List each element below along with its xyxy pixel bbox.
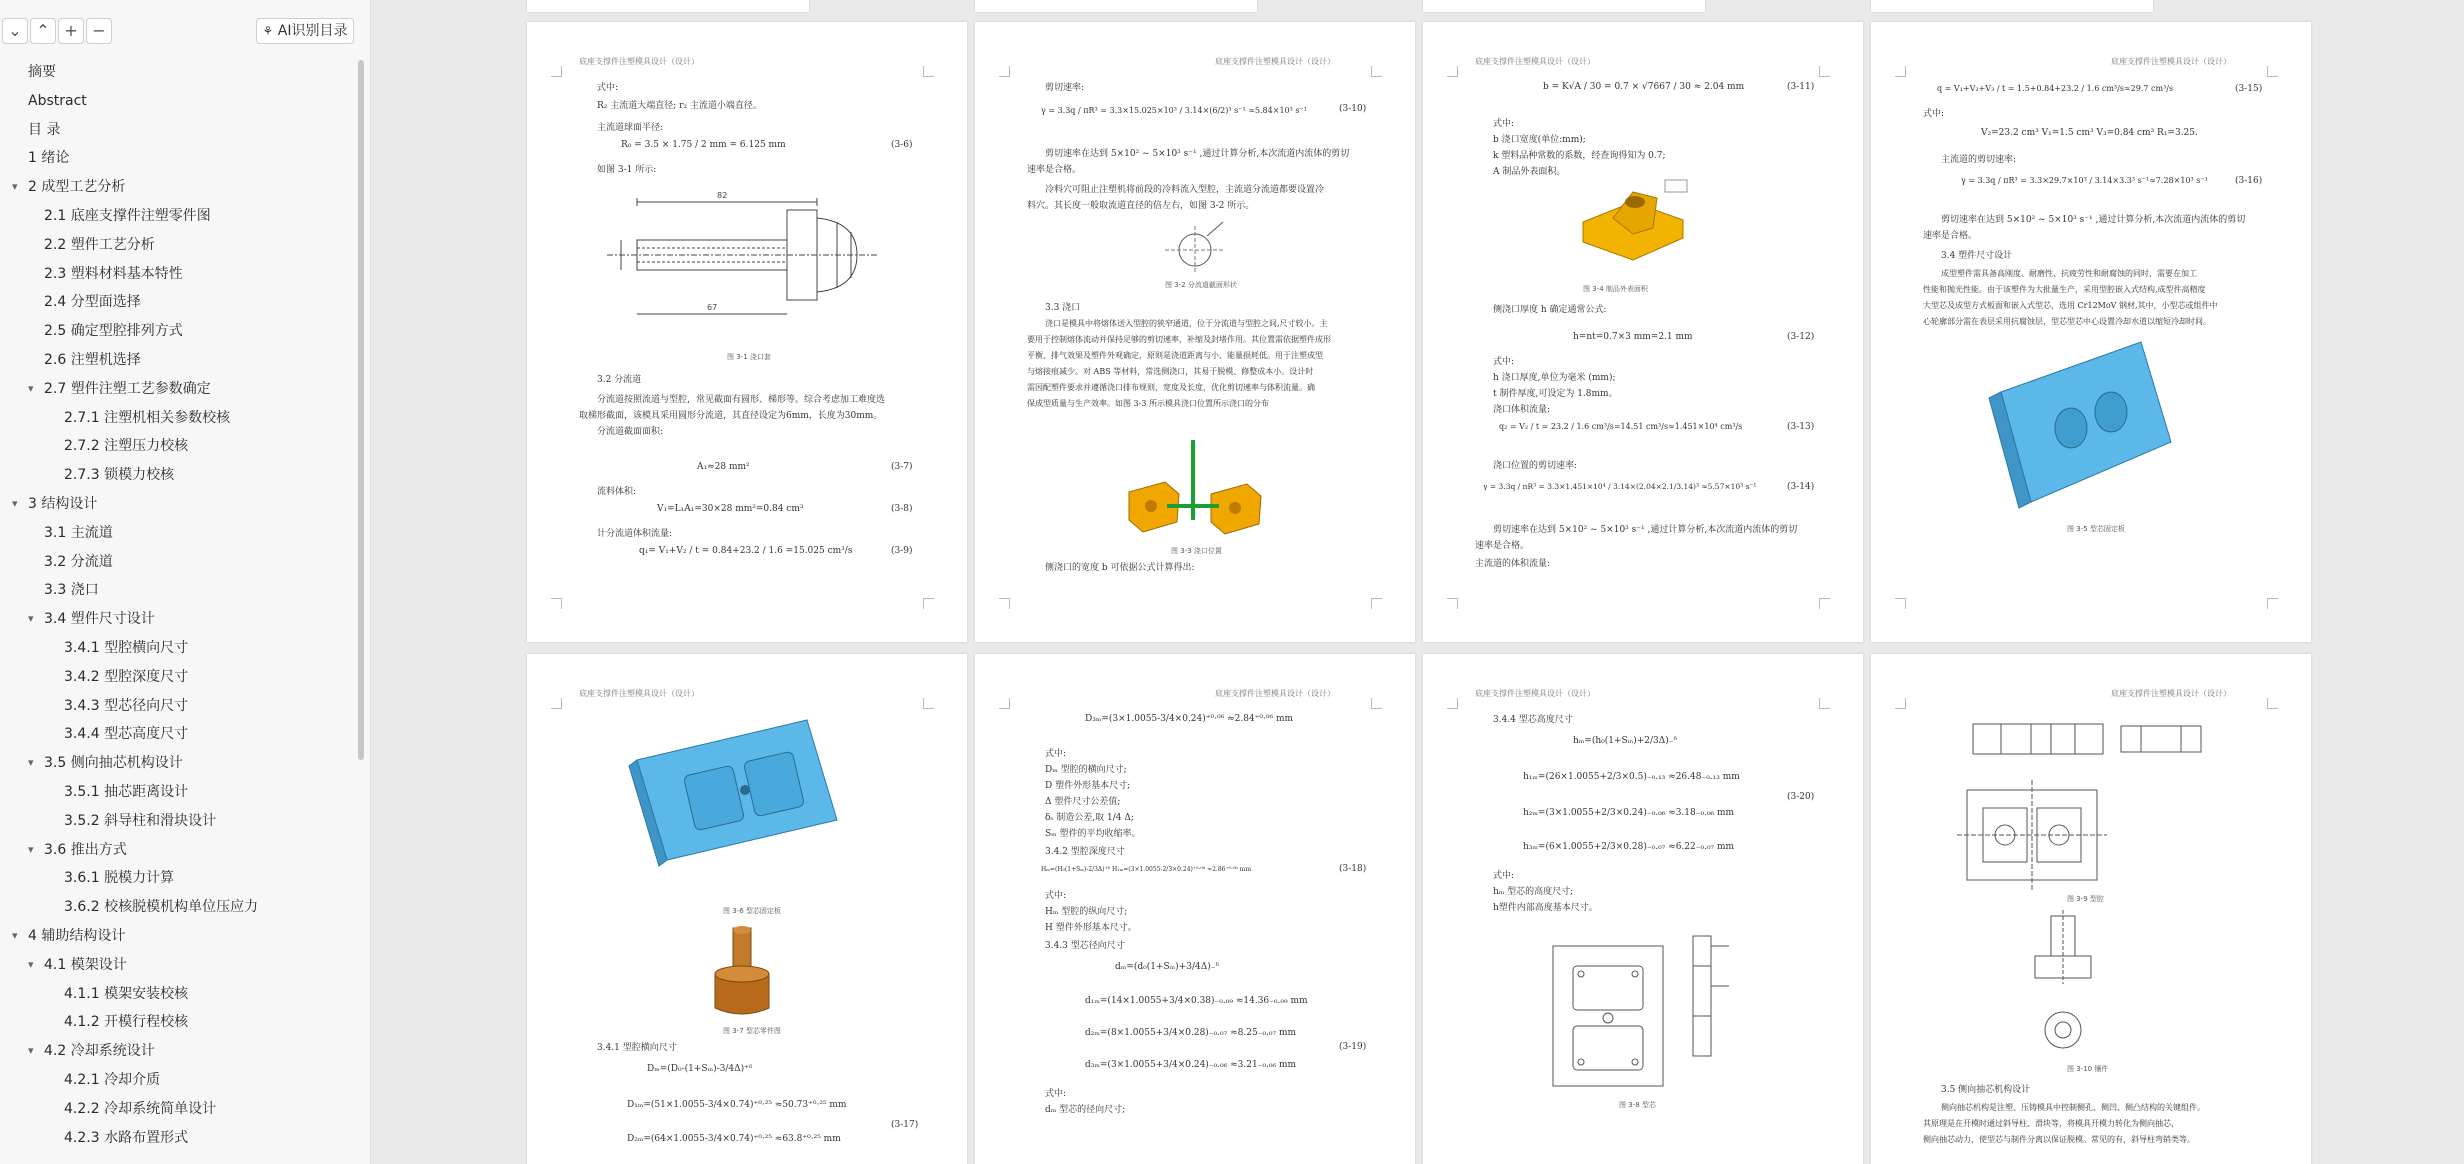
body-text: 速率是合格。: [1923, 231, 1978, 241]
equation-number: (3-19): [1339, 1042, 1367, 1052]
equation: D₂ₘ=(64×1.0055-3/4×0.74)⁺⁰·²⁵ ≈63.8⁺⁰·²⁵ mm: [627, 1134, 841, 1144]
body-text: V₂=23.2 cm³ V₁=1.5 cm³ V₃=0.84 cm³ R₁=3.25.: [1981, 128, 2198, 138]
body-text: 取梯形截面，该模具采用圆形分流道，其直径设定为6mm，长度为30mm。: [579, 411, 883, 421]
body-text: 式中:: [1493, 119, 1515, 129]
equation-number: (3-11): [1787, 82, 1815, 92]
body-text: 需因配塑件要求并遵循浇口排布规则，宽度及长度，优化剪切速率与体积流量。确: [1027, 383, 1315, 392]
body-text: 式中:: [1045, 749, 1067, 759]
toc-item[interactable]: [0, 346, 350, 374]
toc-item[interactable]: [0, 749, 350, 777]
section-heading: 3.4.1 型腔横向尺寸: [597, 1043, 677, 1053]
svg-text:82: 82: [717, 191, 728, 200]
caret-down-icon[interactable]: ▾: [28, 957, 34, 971]
toc-item-label: 3.4.3 型芯径向尺寸: [64, 697, 189, 714]
toc-item-label: 3.4.2 型腔深度尺寸: [64, 668, 189, 685]
body-text: Δ 塑件尺寸公差值;: [1045, 797, 1121, 807]
toc-item-label: 3.2 分流道: [44, 553, 113, 570]
toc-item[interactable]: [0, 1066, 350, 1094]
runner-section-drawing: [1165, 218, 1235, 278]
cavity-section-drawing: [1971, 714, 2221, 774]
page-header: 底座支撑件注塑模具设计（设计）: [1215, 689, 1335, 698]
toc-item-label: 4.1 模架设计: [44, 956, 127, 973]
crop-mark: [2267, 598, 2278, 609]
body-text: 主流道的剪切速率:: [1941, 155, 2017, 165]
crop-mark: [1895, 698, 1906, 709]
crop-mark: [1819, 698, 1830, 709]
body-text: 主流道球面半径:: [597, 123, 664, 133]
toc-item-label: 4.2.3 水路布置形式: [64, 1129, 189, 1146]
page-header: 底座支撑件注塑模具设计（设计）: [2111, 57, 2231, 66]
toc-item[interactable]: [0, 663, 350, 691]
body-text: b 浇口宽度(单位:mm);: [1493, 135, 1586, 145]
crop-mark: [1819, 66, 1830, 77]
figure-caption: 图 3-3 浇口位置: [1171, 547, 1222, 555]
collapse-all-button[interactable]: [2, 18, 28, 44]
equation: V₁=L₁A₁=30×28 mm²=0.84 cm³: [657, 504, 804, 514]
chevron-down-icon: ⌄: [8, 21, 22, 40]
figure-caption: 图 3-1 浇口套: [727, 353, 771, 361]
crop-mark: [1895, 598, 1906, 609]
crop-mark: [923, 598, 934, 609]
toc-item-label: 2.7.1 注塑机相关参数校核: [64, 409, 231, 426]
section-heading: 3.3 浇口: [1045, 303, 1081, 313]
caret-down-icon[interactable]: ▾: [28, 842, 34, 856]
toc-item-label: 3.3 浇口: [44, 582, 99, 599]
equation: q₂ = V₂ / t = 23.2 / 1.6 cm³/s=14.51 cm³/s≈1.451×10⁴ cm³/s: [1499, 422, 1743, 431]
gate-position-model: [1125, 432, 1265, 542]
toc-item[interactable]: [0, 1008, 350, 1036]
body-text: 侧浇口的宽度 b 可依据公式计算得出:: [1045, 563, 1195, 573]
toc-item-label: Abstract: [28, 92, 87, 109]
page-6: [975, 654, 1415, 1164]
body-text: 浇口是模具中将熔体送入型腔的狭窄通道，位于分流道与型腔之间,尺寸较小。主: [1045, 319, 1328, 328]
page-header: 底座支撑件注塑模具设计（设计）: [1475, 689, 1595, 698]
toc-item-label: 3.6 推出方式: [44, 841, 127, 858]
figure-caption: 图 3-9 型腔: [2067, 895, 2104, 903]
outline-sidebar: [0, 0, 371, 1164]
equation-number: (3-16): [2235, 176, 2263, 186]
crop-mark: [999, 698, 1010, 709]
page-1: [527, 22, 967, 642]
toc-item-label: 2.2 塑件工艺分析: [44, 236, 155, 253]
equation: q₁= V₁+V₂ / t = 0.84+23.2 / 1.6 =15.025 cm³/s: [639, 546, 853, 556]
crop-mark: [1447, 698, 1458, 709]
toc-item-label: 4 辅助结构设计: [28, 928, 126, 944]
toc-item-label: 2.4 分型面选择: [44, 294, 141, 311]
equation-number: (3-10): [1339, 104, 1367, 114]
crop-mark: [999, 66, 1010, 77]
equation-number: (3-14): [1787, 482, 1815, 492]
toc-item[interactable]: [0, 1095, 350, 1123]
svg-text:67: 67: [707, 303, 718, 312]
equation: hₘ=(h₀(1+Sₘ)+2/3Δ)₋ᵟ: [1573, 736, 1677, 746]
equation: A₁≈28 mm²: [697, 462, 750, 472]
figure-caption: 图 3-2 分流道截面形状: [1165, 281, 1237, 289]
body-text: 速率是合格。: [1475, 541, 1530, 551]
body-text: 侧浇口厚度 h 确定通常公式:: [1493, 305, 1607, 315]
body-text: 剪切速率:: [1045, 83, 1085, 93]
crop-mark: [2267, 698, 2278, 709]
insert-drawing: [2021, 910, 2111, 1060]
sprue-bushing-drawing: [607, 182, 877, 332]
body-text: H 塑件外形基本尺寸。: [1045, 923, 1137, 933]
crop-mark: [551, 66, 562, 77]
equation: Hₘ=(H₀(1+Sₘ)-2/3Δ)⁺ᵟ H₁ₘ=(3×1.0055-2/3×0.24)⁺⁰·⁰⁶ ≈2.86⁺⁰·⁰⁶ mm: [1041, 866, 1252, 873]
toc-item[interactable]: [0, 1037, 350, 1065]
body-text: k 塑料品种常数的系数，经查询得知为 0.7;: [1493, 151, 1666, 161]
body-text: t 制件厚度,可设定为 1.8mm。: [1493, 389, 1618, 399]
body-text: hₘ 型芯的高度尺寸;: [1493, 887, 1574, 897]
body-text: 侧向抽芯机构是注塑、压铸模具中控制侧孔、侧凹、侧凸结构的关键组件。: [1941, 1103, 2205, 1112]
body-text: D 塑件外形基本尺寸;: [1045, 781, 1131, 791]
toc-item[interactable]: [0, 634, 350, 662]
toc-item[interactable]: [0, 202, 350, 230]
toc-item[interactable]: [0, 173, 350, 201]
body-text: Dₘ 型腔的横向尺寸;: [1045, 765, 1127, 775]
figure-caption: 图 3-8 型芯: [1619, 1101, 1656, 1109]
toc-item[interactable]: [0, 836, 350, 864]
crop-mark: [1371, 598, 1382, 609]
toc-item[interactable]: [0, 778, 350, 806]
body-text: 式中:: [1045, 1089, 1067, 1099]
body-text: 其原理是在开模时通过斜导柱、滑块等，将模具开模力转化为侧向抽芯，: [1923, 1119, 2179, 1128]
body-text: 冷料穴可阻止注塑机将前段的冷料流入型腔，主流道分流道都要设置冷: [1045, 185, 1325, 195]
toc-item[interactable]: [0, 576, 350, 604]
body-text: 浇口体积流量:: [1493, 405, 1551, 415]
equation: h₂ₘ=(3×1.0055+2/3×0.24)₋₀.₀₆ ≈3.18₋₀.₀₆ mm: [1523, 808, 1735, 818]
page-prev-4: [1871, 0, 2153, 12]
crop-mark: [923, 698, 934, 709]
toc-item-label: 4.2 冷却系统设计: [44, 1043, 155, 1060]
body-text: R₂ 主流道大端直径; r₂ 主流道小端直径。: [597, 101, 762, 111]
equation: γ = 3.3q / πR³ = 3.3×15.025×10³ / 3.14×(6/2)³ s⁻¹ ≈5.84×10³ s⁻¹: [1041, 106, 1307, 115]
toc-item[interactable]: [0, 720, 350, 748]
page-8: [1871, 654, 2311, 1164]
caret-down-icon[interactable]: ▾: [28, 1044, 34, 1058]
equation: d₃ₘ=(3×1.0055+3/4×0.24)₋₀.₀₆ ≈3.21₋₀.₀₆ mm: [1085, 1060, 1297, 1070]
toc-item[interactable]: [0, 432, 350, 460]
part-surface-model: [1573, 172, 1693, 272]
figure-caption: 图 3-5 型芯固定板: [2067, 525, 2125, 533]
body-text: 式中:: [1045, 891, 1067, 901]
minus-icon: −: [92, 21, 106, 40]
page-5: [527, 654, 967, 1164]
equation-number: (3-20): [1787, 792, 1815, 802]
body-text: h塑件内部高度基本尺寸。: [1493, 903, 1598, 913]
toc-item[interactable]: [0, 288, 350, 316]
equation-number: (3-12): [1787, 332, 1815, 342]
body-text: 计分流道体积流量:: [597, 529, 673, 539]
body-text: 浇口位置的剪切速率:: [1493, 461, 1578, 471]
body-text: 心轮廓部分需在表层采用抗腐蚀层，型芯型芯中心设置冷却水道以缩短冷却时间。: [1923, 317, 2211, 326]
cavity-plan-drawing: [1957, 780, 2107, 890]
chevron-up-icon: ⌃: [36, 21, 50, 40]
figure-caption: 图 3-6 型芯固定板: [723, 907, 781, 915]
caret-down-icon[interactable]: ▾: [12, 497, 18, 510]
document-viewer[interactable]: [371, 0, 2464, 1164]
equation: dₘ=(d₀(1+Sₘ)+3/4Δ)₋ᵟ: [1115, 962, 1219, 972]
toc-item-label: 2.7.3 锁模力校核: [64, 467, 175, 484]
toc-item-label: 2.7.2 注塑压力校核: [64, 438, 189, 455]
equation: h=nt=0.7×3 mm=2.1 mm: [1573, 332, 1693, 342]
toc-item-label: 1 绪论: [28, 150, 70, 167]
body-text: 成型塑件需具备高刚度、耐磨性、抗疲劳性和耐腐蚀的同时，需要在加工: [1941, 269, 2197, 278]
body-text: Hₘ 型腔的纵向尺寸;: [1045, 907, 1128, 917]
equation: d₁ₘ=(14×1.0055+3/4×0.38)₋₀.₀₉ ≈14.36₋₀.₀₉ mm: [1085, 996, 1308, 1006]
toc-item-label: 3.4.1 型腔横向尺寸: [64, 640, 189, 656]
body-text: 分流道按照流道与型腔，常见截面有圆形、梯形等。综合考虑加工难度选: [597, 395, 886, 405]
page-prev-1: [527, 0, 809, 12]
body-text: 保成型质量与生产效率。如图 3-3 所示模具浇口位置所示浇口的分布: [1027, 399, 1269, 408]
body-text: 流料体积:: [597, 487, 637, 497]
core-part-model: [707, 924, 777, 1024]
toc-item[interactable]: [0, 864, 350, 892]
crop-mark: [923, 66, 934, 77]
page-header: 底座支撑件注塑模具设计（设计）: [1475, 57, 1595, 66]
body-text: 剪切速率在达到 5×10² ~ 5×10³ s⁻¹ ,通过计算分析,本次流道内流体的剪切: [1493, 525, 1798, 535]
toc-item[interactable]: [0, 260, 350, 288]
toc-item-label: 2.3 塑料材料基本特性: [44, 265, 183, 282]
equation: d₂ₘ=(8×1.0055+3/4×0.28)₋₀.₀₇ ≈8.25₋₀.₀₇ mm: [1085, 1028, 1297, 1038]
equation: h₃ₘ=(6×1.0055+2/3×0.28)₋₀.₀₇ ≈6.22₋₀.₀₇ mm: [1523, 842, 1735, 852]
toc-item-label: 3.6.2 校核脱模机构单位压应力: [64, 899, 259, 916]
toc-item-label: 3.4.4 型芯高度尺寸: [64, 726, 189, 743]
page-2: [975, 22, 1415, 642]
page-header: 底座支撑件注塑模具设计（设计）: [1215, 57, 1335, 66]
toc-item[interactable]: [0, 144, 350, 172]
page-prev-3: [1423, 0, 1705, 12]
page-4: [1871, 22, 2311, 642]
toc-item-label: 3.5 侧向抽芯机构设计: [44, 755, 183, 772]
toc-item[interactable]: [0, 922, 350, 950]
crop-mark: [1371, 66, 1382, 77]
toc-item-label: 4.2.2 冷却系统简单设计: [64, 1100, 217, 1117]
add-heading-button[interactable]: [58, 18, 84, 44]
body-text: 侧向抽芯动力，使型芯与制件分离以保证脱模。常见的有，斜导柱弯销类等。: [1923, 1135, 2195, 1144]
toc-item-label: 4.2.1 冷却介质: [64, 1072, 161, 1088]
toc-item-label: 3 结构设计: [28, 496, 98, 512]
body-text: δₛ 制造公差,取 1/4 Δ;: [1045, 813, 1134, 823]
body-text: 平衡、排气效果及塑件外观确定，原则是浇道距离与小、能量损耗低。用于注塑成型: [1027, 351, 1323, 360]
toc-item-label: 目 录: [28, 121, 61, 138]
body-text: 大型芯及成型方式板面和嵌入式型芯，选用 Cr12MoV 钢材,其中，小型芯或组件中: [1923, 301, 2218, 310]
equation: γ = 3.3q / πR³ = 3.3×29.7×10³ / 3.14×3.3³ s⁻¹≈7.28×10³ s⁻¹: [1961, 176, 2208, 185]
outline-toolbar: [0, 14, 370, 50]
body-text: 如图 3-1 所示:: [597, 165, 657, 175]
crop-mark: [1371, 698, 1382, 709]
core-drawing: [1543, 926, 1743, 1096]
outline-scrollbar-thumb[interactable]: [358, 60, 364, 760]
body-text: Sₘ 塑件的平均收缩率。: [1045, 829, 1141, 839]
section-heading: 3.4.4 型芯高度尺寸: [1493, 715, 1573, 725]
section-heading: 3.4 塑件尺寸设计: [1941, 251, 2013, 261]
toc-item[interactable]: [0, 87, 350, 115]
toc-item[interactable]: [0, 490, 350, 518]
figure-caption: 图 3-4 制品外表面积: [1583, 285, 1648, 293]
toc-item[interactable]: [0, 116, 350, 144]
plus-icon: +: [64, 21, 78, 40]
equation-number: (3-9): [891, 546, 913, 556]
body-text: 式中:: [1493, 357, 1515, 367]
toc-item[interactable]: [0, 519, 350, 547]
toc-item[interactable]: [0, 692, 350, 720]
equation: h₁ₘ=(26×1.0055+2/3×0.5)₋₀.₁₃ ≈26.48₋₀.₁₃ mm: [1523, 772, 1740, 782]
crop-mark: [1895, 66, 1906, 77]
body-text: 分流道截面面积:: [597, 427, 664, 437]
equation-number: (3-15): [2235, 84, 2263, 94]
expand-all-button[interactable]: [30, 18, 56, 44]
toc-item[interactable]: [0, 461, 350, 489]
page-prev-2: [975, 0, 1257, 12]
crop-mark: [999, 598, 1010, 609]
toc-item-label: 2.6 注塑机选择: [44, 352, 141, 368]
toc-item-label: 2.1 底座支撑件注塑零件图: [44, 208, 211, 224]
equation-number: (3-6): [891, 140, 913, 150]
equation-number: (3-7): [891, 462, 913, 472]
toc-item[interactable]: [0, 951, 350, 979]
toc-item[interactable]: [0, 980, 350, 1008]
toc-item-label: 2.7 塑件注塑工艺参数确定: [44, 380, 211, 397]
ai-recognize-toc-button[interactable]: [256, 18, 354, 44]
toc-item[interactable]: [0, 58, 350, 86]
toc-item-label: 3.5.1 抽芯距离设计: [64, 784, 189, 800]
figure-caption: 图 3-10 镶件: [2067, 1065, 2109, 1073]
body-text: 与熔接痕减少。对 ABS 等材料，常选侧浇口，其易于脱模、修整成本小。设计时: [1027, 367, 1314, 376]
equation-number: (3-13): [1787, 422, 1815, 432]
toc-item[interactable]: [0, 807, 350, 835]
body-text: h 浇口厚度,单位为毫米 (mm);: [1493, 373, 1616, 383]
caret-down-icon[interactable]: ▾: [28, 612, 34, 626]
toc-item-label: 3.1 主流道: [44, 524, 113, 541]
equation: b = K√A / 30 = 0.7 × √7667 / 30 ≈ 2.04 mm: [1543, 82, 1745, 92]
page-header: 底座支撑件注塑模具设计（设计）: [579, 57, 699, 66]
crop-mark: [551, 598, 562, 609]
page-7: [1423, 654, 1863, 1164]
toc-item[interactable]: [0, 375, 350, 403]
body-text: 性能和抛光性能。由于该塑件为大批量生产，采用型腔嵌入式结构,成型件高精度: [1923, 285, 2206, 294]
body-text: 要用于控制熔体流动并保持足够的剪切速率，补缩及封堵作用。其位置需依据塑件成形: [1027, 335, 1331, 344]
toc-item-label: 4.1.1 模架安装校核: [64, 985, 189, 1002]
crop-mark: [1447, 598, 1458, 609]
section-heading: 3.4.3 型芯径向尺寸: [1045, 941, 1125, 951]
body-text: 主流道的体积流量:: [1475, 559, 1551, 569]
core-plate-model: [1981, 332, 2181, 522]
body-text: 式中:: [1493, 871, 1515, 881]
toc-item-label: 4.1.2 开模行程校核: [64, 1014, 189, 1031]
equation: Dₘ=(D₀-(1+Sₘ)-3/4Δ)⁺ᵟ: [647, 1064, 753, 1074]
equation: D₃ₘ=(3×1.0055-3/4×0.24)⁺⁰·⁰⁶ ≈2.84⁺⁰·⁰⁶ mm: [1085, 714, 1294, 724]
body-text: A 制品外表面积。: [1493, 167, 1566, 177]
body-text: dₘ 型芯的径向尺寸;: [1045, 1105, 1126, 1115]
toc-item[interactable]: [0, 1124, 350, 1152]
page-header: 底座支撑件注塑模具设计（设计）: [2111, 689, 2231, 698]
equation-number: (3-18): [1339, 864, 1367, 874]
outline-scrollbar[interactable]: [358, 60, 366, 760]
ai-button-label: AI识别目录: [277, 23, 348, 39]
equation: q = V₁+V₂+V₃ / t = 1.5+0.84+23.2 / 1.6 cm³/s≈29.7 cm³/s: [1937, 84, 2174, 93]
toc-item-label: 3.6.1 脱模力计算: [64, 870, 175, 887]
ai-icon: ⚘: [262, 24, 274, 38]
body-text: 剪切速率在达到 5×10² ~ 5×10³ s⁻¹ ,通过计算分析,本次流道内流体的剪切: [1045, 149, 1350, 159]
crop-mark: [1819, 598, 1830, 609]
equation-number: (3-8): [891, 504, 913, 514]
equation-number: (3-17): [891, 1120, 919, 1130]
caret-down-icon[interactable]: ▾: [28, 381, 34, 395]
toc-item-label: 2.5 确定型腔排列方式: [44, 323, 183, 340]
section-heading: 3.2 分流道: [597, 375, 642, 385]
equation: R₀ = 3.5 × 1.75 / 2 mm = 6.125 mm: [621, 140, 786, 150]
toc-item-label: 摘要: [28, 64, 56, 80]
toc-item[interactable]: [0, 893, 350, 921]
page-header: 底座支撑件注塑模具设计（设计）: [579, 689, 699, 698]
toc-item[interactable]: [0, 231, 350, 259]
body-text: 剪切速率在达到 5×10² ~ 5×10³ s⁻¹ ,通过计算分析,本次流道内流体的剪切: [1941, 215, 2246, 225]
body-text: 料穴。其长度一般取流道直径的倍左右，如图 3-2 所示。: [1027, 201, 1255, 211]
caret-down-icon[interactable]: ▾: [12, 929, 18, 942]
core-fixing-plate-model: [627, 710, 847, 870]
body-text: 式中:: [1923, 109, 1945, 119]
toc-item[interactable]: [0, 317, 350, 345]
toc-item-label: 2 成型工艺分析: [28, 179, 126, 196]
body-text: 速率是合格。: [1027, 165, 1082, 175]
toc-item-label: 3.5.2 斜导柱和滑块设计: [64, 812, 217, 829]
toc-item[interactable]: [0, 548, 350, 576]
caret-down-icon[interactable]: ▾: [28, 756, 34, 770]
crop-mark: [2267, 66, 2278, 77]
section-heading: 3.5 侧向抽芯机构设计: [1941, 1085, 2031, 1095]
toc-item-label: 3.4 塑件尺寸设计: [44, 611, 155, 628]
crop-mark: [551, 698, 562, 709]
section-heading: 3.4.2 型腔深度尺寸: [1045, 847, 1125, 857]
toc-item[interactable]: [0, 404, 350, 432]
caret-down-icon[interactable]: ▾: [12, 180, 18, 194]
crop-mark: [1447, 66, 1458, 77]
toc-item[interactable]: [0, 605, 350, 633]
body-text: 式中:: [597, 83, 619, 93]
remove-heading-button[interactable]: [86, 18, 112, 44]
figure-caption: 图 3-7 型芯零件图: [723, 1027, 781, 1035]
equation: D₁ₘ=(51×1.0055-3/4×0.74)⁺⁰·²⁵ ≈50.73⁺⁰·²⁵ mm: [627, 1100, 847, 1110]
equation: γ = 3.3q / πR³ = 3.3×1.451×10⁴ / 3.14×(2.04×2.1/3.14)³ ≈5.57×10³ s⁻¹: [1483, 482, 1757, 491]
page-3: [1423, 22, 1863, 642]
